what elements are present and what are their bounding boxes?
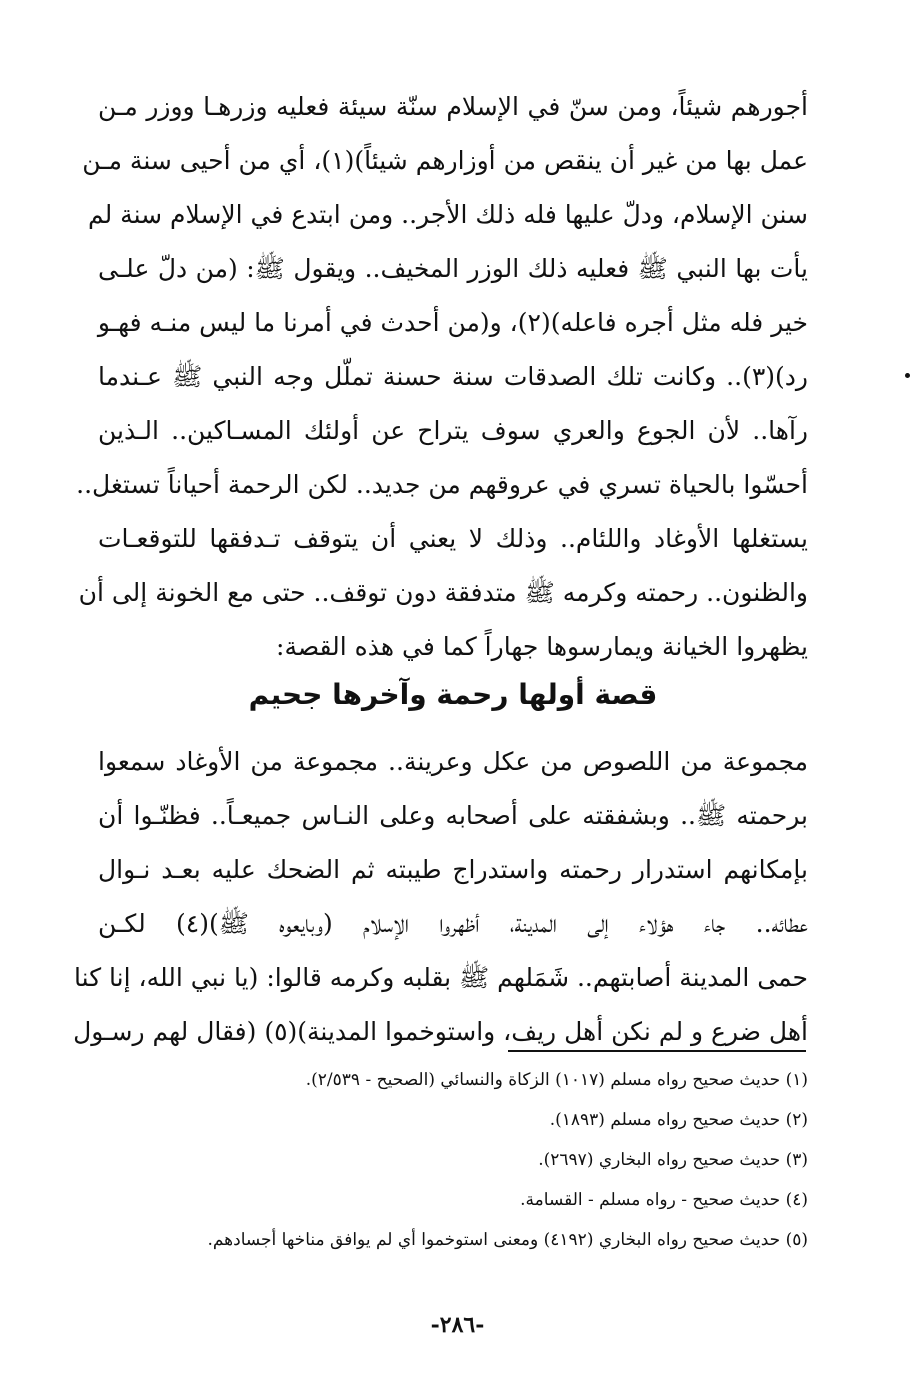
footnote: (٢) حديث صحيح رواه مسلم (١٨٩٣). — [549, 1110, 808, 1130]
text-line: يظهروا الخيانة ويمارسوها جهاراً كما في هذه القصة: — [276, 632, 808, 661]
footnotes — [98, 1060, 808, 1260]
footnote: (١) حديث صحيح رواه مسلم (١٠١٧) الزكاة والنسائي (الصحيح - ٢/٥٣٩). — [305, 1070, 808, 1090]
text-line: سنن الإسلام، ودلّ عليها فله ذلك الأجر.. ومن ابتدع في الإسلام سنة لم — [87, 200, 808, 229]
footnote: (٥) حديث صحيح رواه البخاري (٤١٩٢) ومعنى استوخموا أي لم يوافق مناخها أجسادهم. — [207, 1230, 808, 1250]
text-line: حمى المدينة أصابتهم.. شَمَلهم ﷺ بقلبه وكرمه قالوا: (يا نبي الله، إنا كنا — [74, 963, 808, 992]
text-line: يستغلها الأوغاد واللئام.. وذلك لا يعني أن يتوقف تـدفقها للتوقعـات — [98, 524, 808, 553]
text-line: أهل ضرع و لم نكن أهل ريف، واستوخموا المدينة)(٥) (فقال لهم رسـول — [73, 1017, 808, 1046]
text-line: أجورهم شيئاً، ومن سنّ في الإسلام سنّة سيئة فعليه وزرهـا ووزر مـن — [98, 92, 808, 121]
text-line: مجموعة من اللصوص من عكل وعرينة.. مجموعة من الأوغاد سمعوا — [98, 747, 808, 776]
footnote: (٣) حديث صحيح رواه البخاري (٢٦٩٧). — [538, 1150, 808, 1170]
text-line: برحمته ﷺ.. وبشفقته على أصحابه وعلى النـاس جميعـاً.. فظنّـوا أن — [98, 801, 808, 830]
paragraph-2 — [73, 735, 808, 1059]
text-line: عطائه.. جاء هؤلاء إلى المدينة، أظهروا الإسلام (وبايعوه ﷺ)(٤) لكـن — [98, 909, 808, 938]
text-line: عمل بها من غير أن ينقص من أوزارهم شيئاً)(١)، أي من أحيى سنة مـن — [82, 146, 808, 175]
text-line: بإمكانهم استدرار رحمته واستدراج طيبته ثم الضحك عليه بعـد نـوال — [98, 855, 808, 884]
page-number: -٢٨٦- — [430, 1312, 485, 1338]
text-line: خير فله مثل أجره فاعله)(٢)، و(من أحدث في أمرنا ما ليس منـه فهـو — [97, 308, 808, 337]
margin-mark — [905, 373, 910, 378]
paragraph-1 — [76, 80, 808, 674]
text-line: رد)(٣).. وكانت تلك الصدقات سنة حسنة تملّل وجه النبي ﷺ عـندما — [98, 362, 808, 391]
text-line: رآها.. لأن الجوع والعري سوف يتراح عن أولئك المسـاكين.. الـذين — [98, 416, 808, 445]
text-line: يأت بها النبي ﷺ فعليه ذلك الوزر المخيف.. ويقول ﷺ: (من دلّ علـى — [98, 254, 808, 283]
footnote-separator — [508, 1050, 806, 1052]
section-heading: قصة أولها رحمة وآخرها جحيم — [248, 678, 658, 711]
text-line: أحسّوا بالحياة تسري في عروقهم من جديد.. لكن الرحمة أحياناً تستغل.. — [76, 470, 808, 499]
footnote: (٤) حديث صحيح - رواه مسلم - القسامة. — [520, 1190, 808, 1210]
text-line: والظنون.. رحمته وكرمه ﷺ متدفقة دون توقف.. حتى مع الخونة إلى أن — [78, 578, 808, 607]
